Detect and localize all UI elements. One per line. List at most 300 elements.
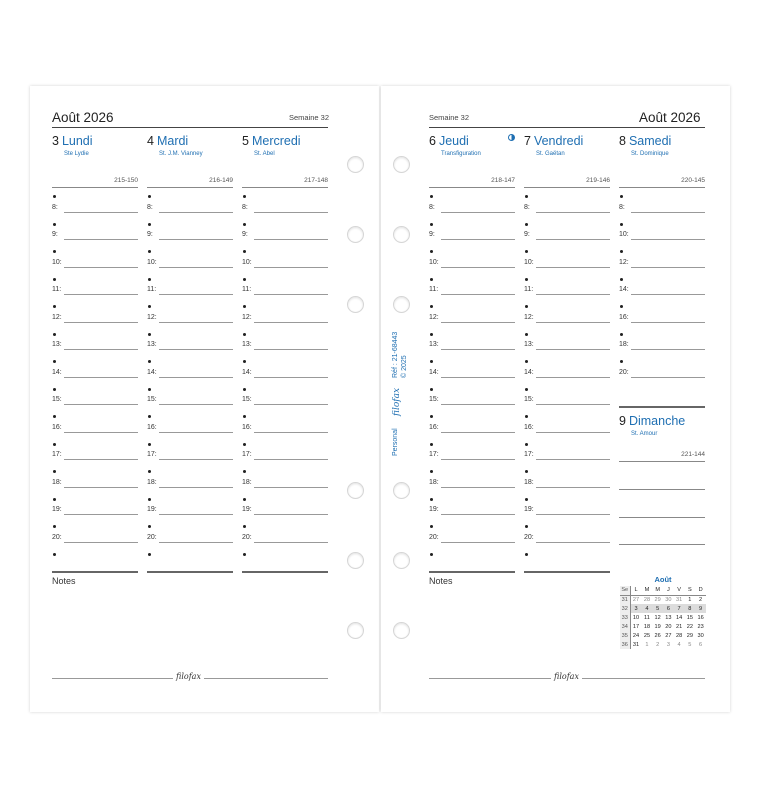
hour-row[interactable] xyxy=(524,534,610,547)
calendar-day[interactable]: 3 xyxy=(666,641,670,648)
hour-row[interactable] xyxy=(52,231,138,244)
hour-row[interactable] xyxy=(524,341,610,354)
hour-row[interactable] xyxy=(619,286,705,299)
notes-label: Notes xyxy=(429,576,453,586)
bullet-dot xyxy=(430,278,433,281)
hour-label: 19: xyxy=(52,506,62,514)
week-label: Semaine 32 xyxy=(429,113,470,122)
hour-row[interactable] xyxy=(619,231,705,244)
day-name: Mercredi xyxy=(251,134,301,148)
hour-row[interactable] xyxy=(147,314,233,327)
writing-line[interactable] xyxy=(619,544,705,545)
bullet-dot xyxy=(243,195,246,198)
writing-line[interactable] xyxy=(631,267,705,268)
hour-label: 19: xyxy=(242,506,252,514)
calendar-day[interactable]: 30 xyxy=(697,632,704,639)
bullet-dot xyxy=(243,250,246,253)
hour-label: 13: xyxy=(429,341,439,349)
writing-line[interactable] xyxy=(64,514,138,515)
hour-row[interactable] xyxy=(429,204,515,217)
hour-row[interactable] xyxy=(147,396,233,409)
bullet-dot xyxy=(430,360,433,363)
binder-hole xyxy=(393,482,410,499)
hour-label: 11: xyxy=(52,286,62,294)
bullet-dot xyxy=(525,415,528,418)
calendar-day[interactable]: 2 xyxy=(656,641,660,648)
bullet-dot xyxy=(430,223,433,226)
hour-row[interactable] xyxy=(242,506,328,519)
calendar-day[interactable]: 4 xyxy=(677,641,681,648)
binder-hole xyxy=(393,296,410,313)
writing-line[interactable] xyxy=(159,212,233,213)
writing-line[interactable] xyxy=(64,267,138,268)
writing-line[interactable] xyxy=(536,459,610,460)
hour-row[interactable] xyxy=(524,204,610,217)
writing-line[interactable] xyxy=(254,542,328,543)
calendar-day[interactable]: 8 xyxy=(684,604,695,613)
hour-row[interactable] xyxy=(147,479,233,492)
writing-line[interactable] xyxy=(536,294,610,295)
calendar-day[interactable]: 29 xyxy=(654,596,661,603)
bullet-dot xyxy=(525,360,528,363)
hour-row[interactable] xyxy=(52,396,138,409)
calendar-day[interactable]: 31 xyxy=(675,596,683,603)
calendar-day[interactable]: 6 xyxy=(699,641,703,648)
hour-row[interactable] xyxy=(52,314,138,327)
writing-line[interactable] xyxy=(536,349,610,350)
writing-line[interactable] xyxy=(536,404,610,405)
calendar-day[interactable]: 25 xyxy=(643,632,651,639)
day-count: 220-145 xyxy=(681,177,705,184)
hour-row[interactable] xyxy=(429,259,515,272)
weekday-header: V xyxy=(674,586,685,595)
hour-row[interactable] xyxy=(524,396,610,409)
writing-line[interactable] xyxy=(254,294,328,295)
calendar-day[interactable]: 30 xyxy=(665,596,672,603)
bullet-dot xyxy=(148,278,151,281)
notes-label: Notes xyxy=(52,576,76,586)
hour-row[interactable] xyxy=(242,451,328,464)
hour-row[interactable] xyxy=(429,369,515,382)
hour-row[interactable] xyxy=(524,231,610,244)
saint-name: St. J.M. Vianney xyxy=(159,151,203,157)
bullet-dot xyxy=(53,305,56,308)
day-count: 218-147 xyxy=(491,177,515,184)
left-page xyxy=(30,86,379,712)
writing-line[interactable] xyxy=(254,377,328,378)
bullet-dot xyxy=(620,278,623,281)
hour-row[interactable] xyxy=(242,396,328,409)
calendar-day[interactable]: 3 xyxy=(630,604,642,613)
hour-label: 10: xyxy=(619,231,629,239)
writing-line[interactable] xyxy=(254,459,328,460)
hour-label: 19: xyxy=(429,506,439,514)
writing-line[interactable] xyxy=(64,322,138,323)
writing-line[interactable] xyxy=(536,322,610,323)
calendar-day[interactable]: 2 xyxy=(699,596,703,603)
hour-label: 12: xyxy=(242,313,252,321)
hour-row[interactable] xyxy=(147,231,233,244)
hour-row[interactable] xyxy=(429,396,515,409)
calendar-day[interactable]: 13 xyxy=(665,614,672,621)
writing-line[interactable] xyxy=(64,404,138,405)
hour-label: 8: xyxy=(524,203,530,211)
writing-line[interactable] xyxy=(441,212,515,213)
binder-hole xyxy=(347,552,364,569)
writing-line[interactable] xyxy=(64,487,138,488)
writing-line[interactable] xyxy=(536,514,610,515)
writing-line[interactable] xyxy=(441,487,515,488)
hour-row[interactable] xyxy=(52,286,138,299)
day-count: 216-149 xyxy=(209,177,233,184)
bullet-dot xyxy=(148,195,151,198)
bullet-dot xyxy=(148,388,151,391)
brand-logo: filofax xyxy=(551,672,582,681)
bullet-dot xyxy=(430,443,433,446)
calendar-day[interactable]: 18 xyxy=(643,623,651,630)
hour-row[interactable] xyxy=(619,314,705,327)
writing-line[interactable] xyxy=(159,322,233,323)
day-number: 4 xyxy=(147,134,154,148)
hour-label: 15: xyxy=(429,396,439,404)
hour-row[interactable] xyxy=(52,369,138,382)
bullet-dot xyxy=(148,305,151,308)
day-name: Mardi xyxy=(156,134,189,148)
bullet-dot xyxy=(53,278,56,281)
hour-row[interactable] xyxy=(429,506,515,519)
hour-row[interactable] xyxy=(147,451,233,464)
saint-name: St. Abel xyxy=(254,151,275,157)
hour-label: 11: xyxy=(524,286,534,294)
hour-row[interactable] xyxy=(619,204,705,217)
mini-calendar-week xyxy=(620,640,706,649)
calendar-day[interactable]: 17 xyxy=(630,622,642,631)
hour-row[interactable] xyxy=(619,369,705,382)
writing-line[interactable] xyxy=(254,267,328,268)
mini-calendar xyxy=(620,575,706,649)
weekday-header: D xyxy=(695,586,706,595)
column-end-rule xyxy=(429,571,515,573)
writing-line[interactable] xyxy=(254,212,328,213)
bullet-row xyxy=(429,550,515,563)
writing-line[interactable] xyxy=(536,377,610,378)
hour-row[interactable] xyxy=(52,259,138,272)
day-count-rule xyxy=(429,187,515,188)
hour-row[interactable] xyxy=(242,424,328,437)
calendar-day[interactable]: 23 xyxy=(697,623,704,630)
writing-line[interactable] xyxy=(64,239,138,240)
hour-label: 12: xyxy=(524,313,534,321)
bullet-dot xyxy=(620,305,623,308)
bullet-dot xyxy=(525,305,528,308)
bullet-dot xyxy=(620,360,623,363)
mini-calendar-grid xyxy=(620,586,706,649)
hour-row[interactable] xyxy=(242,534,328,547)
binder-hole xyxy=(393,622,410,639)
hour-label: 8: xyxy=(52,203,58,211)
writing-line[interactable] xyxy=(159,377,233,378)
writing-line[interactable] xyxy=(441,377,515,378)
hour-label: 20: xyxy=(52,533,62,541)
hour-row[interactable] xyxy=(52,506,138,519)
hour-label: 10: xyxy=(147,258,157,266)
hour-row[interactable] xyxy=(429,286,515,299)
writing-line[interactable] xyxy=(631,294,705,295)
writing-line[interactable] xyxy=(441,404,515,405)
hour-row[interactable] xyxy=(147,259,233,272)
weekday-header: Se xyxy=(621,587,629,594)
writing-line[interactable] xyxy=(254,322,328,323)
mini-calendar-week xyxy=(620,631,706,640)
hour-row[interactable] xyxy=(619,341,705,354)
writing-line[interactable] xyxy=(619,489,705,490)
hour-label: 15: xyxy=(524,396,534,404)
writing-line[interactable] xyxy=(441,542,515,543)
hour-row[interactable] xyxy=(429,231,515,244)
hour-label: 14: xyxy=(147,368,157,376)
hour-row[interactable] xyxy=(524,314,610,327)
hour-row[interactable] xyxy=(52,341,138,354)
calendar-day[interactable]: 31 xyxy=(630,640,642,649)
hour-label: 18: xyxy=(242,478,252,486)
hour-label: 10: xyxy=(429,258,439,266)
day-name: Samedi xyxy=(628,134,672,148)
writing-line[interactable] xyxy=(441,432,515,433)
day-count-rule xyxy=(242,187,328,188)
mini-calendar-title: Août xyxy=(654,575,672,584)
calendar-day[interactable]: 21 xyxy=(675,623,683,630)
bullet-dot xyxy=(148,333,151,336)
writing-line[interactable] xyxy=(441,349,515,350)
hour-row[interactable] xyxy=(242,314,328,327)
writing-line[interactable] xyxy=(441,459,515,460)
hour-row[interactable] xyxy=(429,341,515,354)
writing-line[interactable] xyxy=(631,239,705,240)
writing-line[interactable] xyxy=(631,212,705,213)
hour-row[interactable] xyxy=(429,424,515,437)
calendar-day[interactable]: 28 xyxy=(643,596,651,603)
bullet-dot xyxy=(243,278,246,281)
hour-row[interactable] xyxy=(147,506,233,519)
calendar-day[interactable]: 24 xyxy=(630,631,642,640)
writing-line[interactable] xyxy=(159,294,233,295)
hour-row[interactable] xyxy=(429,479,515,492)
hour-row[interactable] xyxy=(242,479,328,492)
day-number: 7 xyxy=(524,134,531,148)
bullet-dot xyxy=(620,223,623,226)
writing-line[interactable] xyxy=(536,239,610,240)
writing-line[interactable] xyxy=(619,517,705,518)
hour-row[interactable] xyxy=(147,369,233,382)
writing-line[interactable] xyxy=(64,349,138,350)
hour-label: 19: xyxy=(147,506,157,514)
bullet-row xyxy=(52,550,138,563)
calendar-day[interactable]: 28 xyxy=(675,632,683,639)
writing-line[interactable] xyxy=(441,514,515,515)
calendar-day[interactable]: 20 xyxy=(665,623,672,630)
hour-row[interactable] xyxy=(147,424,233,437)
bullet-dot xyxy=(525,525,528,528)
writing-line[interactable] xyxy=(536,487,610,488)
hour-row[interactable] xyxy=(147,286,233,299)
hour-row[interactable] xyxy=(524,259,610,272)
hour-label: 12: xyxy=(147,313,157,321)
writing-line[interactable] xyxy=(254,487,328,488)
writing-line[interactable] xyxy=(159,404,233,405)
writing-line[interactable] xyxy=(64,212,138,213)
hour-row[interactable] xyxy=(147,341,233,354)
hour-row[interactable] xyxy=(242,341,328,354)
hour-label: 9: xyxy=(429,231,435,239)
day-count: 219-146 xyxy=(586,177,610,184)
writing-line[interactable] xyxy=(536,267,610,268)
writing-line[interactable] xyxy=(254,432,328,433)
day-header xyxy=(524,132,610,157)
hour-label: 20: xyxy=(242,533,252,541)
day-count-rule xyxy=(52,187,138,188)
hour-row[interactable] xyxy=(429,451,515,464)
writing-line[interactable] xyxy=(159,459,233,460)
day-count-rule xyxy=(619,187,705,188)
writing-line[interactable] xyxy=(159,487,233,488)
hour-row[interactable] xyxy=(524,451,610,464)
writing-line[interactable] xyxy=(536,432,610,433)
hour-label: 12: xyxy=(52,313,62,321)
column-end-rule xyxy=(524,571,610,573)
calendar-day[interactable]: 26 xyxy=(654,632,661,639)
writing-line[interactable] xyxy=(441,294,515,295)
hour-row[interactable] xyxy=(524,369,610,382)
hour-label: 8: xyxy=(242,203,248,211)
hour-row[interactable] xyxy=(52,451,138,464)
bullet-dot xyxy=(430,388,433,391)
writing-line[interactable] xyxy=(536,542,610,543)
week-number: 36 xyxy=(620,640,630,649)
writing-line[interactable] xyxy=(159,432,233,433)
calendar-day[interactable]: 27 xyxy=(630,595,642,604)
writing-line[interactable] xyxy=(64,459,138,460)
writing-line[interactable] xyxy=(441,267,515,268)
week-label: Semaine 32 xyxy=(289,113,330,122)
calendar-day[interactable]: 14 xyxy=(675,614,683,621)
mini-calendar-week xyxy=(620,622,706,631)
column-end-rule xyxy=(242,571,328,573)
hour-row[interactable] xyxy=(52,534,138,547)
hour-row[interactable] xyxy=(524,286,610,299)
writing-line[interactable] xyxy=(254,239,328,240)
writing-line[interactable] xyxy=(254,349,328,350)
writing-line[interactable] xyxy=(441,322,515,323)
hour-row[interactable] xyxy=(52,204,138,217)
writing-line[interactable] xyxy=(159,349,233,350)
hour-label: 16: xyxy=(524,423,534,431)
calendar-day[interactable]: 7 xyxy=(674,604,685,613)
writing-line[interactable] xyxy=(441,239,515,240)
bullet-dot xyxy=(148,250,151,253)
calendar-day[interactable]: 5 xyxy=(652,604,663,613)
hour-row[interactable] xyxy=(52,479,138,492)
hour-row[interactable] xyxy=(147,534,233,547)
writing-line[interactable] xyxy=(159,239,233,240)
bullet-dot xyxy=(53,195,56,198)
writing-line[interactable] xyxy=(159,542,233,543)
writing-line[interactable] xyxy=(254,514,328,515)
calendar-day[interactable]: 1 xyxy=(688,596,692,603)
hour-label: 14: xyxy=(524,368,534,376)
hour-row[interactable] xyxy=(52,424,138,437)
bullet-dot xyxy=(525,250,528,253)
binder-hole xyxy=(347,622,364,639)
calendar-day[interactable]: 19 xyxy=(654,623,661,630)
writing-line[interactable] xyxy=(254,404,328,405)
calendar-day[interactable]: 10 xyxy=(630,613,642,622)
writing-line[interactable] xyxy=(159,514,233,515)
writing-line[interactable] xyxy=(631,349,705,350)
mini-calendar-week xyxy=(620,613,706,622)
writing-line[interactable] xyxy=(64,542,138,543)
hour-row[interactable] xyxy=(429,534,515,547)
month-title: Août 2026 xyxy=(639,110,701,125)
hour-row[interactable] xyxy=(524,424,610,437)
hour-row[interactable] xyxy=(242,259,328,272)
day-count-rule xyxy=(147,187,233,188)
spine-line-personal: Personal xyxy=(392,428,399,456)
spine-text xyxy=(392,331,412,466)
calendar-day[interactable]: 1 xyxy=(645,641,649,648)
hour-row[interactable] xyxy=(242,286,328,299)
hour-label: 14: xyxy=(429,368,439,376)
header-rule xyxy=(429,127,705,128)
hour-label: 9: xyxy=(524,231,530,239)
writing-line[interactable] xyxy=(631,322,705,323)
bullet-dot xyxy=(430,305,433,308)
calendar-day[interactable]: 29 xyxy=(686,632,693,639)
hour-label: 12: xyxy=(619,258,629,266)
bullet-dot xyxy=(430,333,433,336)
day-header xyxy=(429,132,515,157)
calendar-day[interactable]: 27 xyxy=(665,632,672,639)
writing-line[interactable] xyxy=(64,377,138,378)
hour-row[interactable] xyxy=(524,506,610,519)
hour-row[interactable] xyxy=(242,231,328,244)
hour-row[interactable] xyxy=(147,204,233,217)
calendar-day[interactable]: 9 xyxy=(695,604,706,613)
calendar-day[interactable]: 5 xyxy=(688,641,692,648)
spine-copyright: © 2025 xyxy=(401,355,408,378)
calendar-day[interactable]: 16 xyxy=(697,614,704,621)
calendar-day[interactable]: 15 xyxy=(686,614,693,621)
writing-line[interactable] xyxy=(64,432,138,433)
writing-line[interactable] xyxy=(159,267,233,268)
hour-row[interactable] xyxy=(242,204,328,217)
week-number: 34 xyxy=(620,622,630,631)
writing-line[interactable] xyxy=(64,294,138,295)
writing-line[interactable] xyxy=(536,212,610,213)
hour-label: 12: xyxy=(429,313,439,321)
calendar-day[interactable]: 12 xyxy=(654,614,661,621)
writing-line[interactable] xyxy=(631,377,705,378)
hour-row[interactable] xyxy=(429,314,515,327)
hour-row[interactable] xyxy=(524,479,610,492)
day-name: Lundi xyxy=(61,134,93,148)
calendar-day[interactable]: 4 xyxy=(642,604,653,613)
calendar-day[interactable]: 22 xyxy=(686,623,693,630)
hour-row[interactable] xyxy=(242,369,328,382)
bullet-dot xyxy=(525,443,528,446)
calendar-day[interactable]: 11 xyxy=(644,614,650,621)
hour-row[interactable] xyxy=(619,259,705,272)
calendar-day[interactable]: 6 xyxy=(663,604,674,613)
